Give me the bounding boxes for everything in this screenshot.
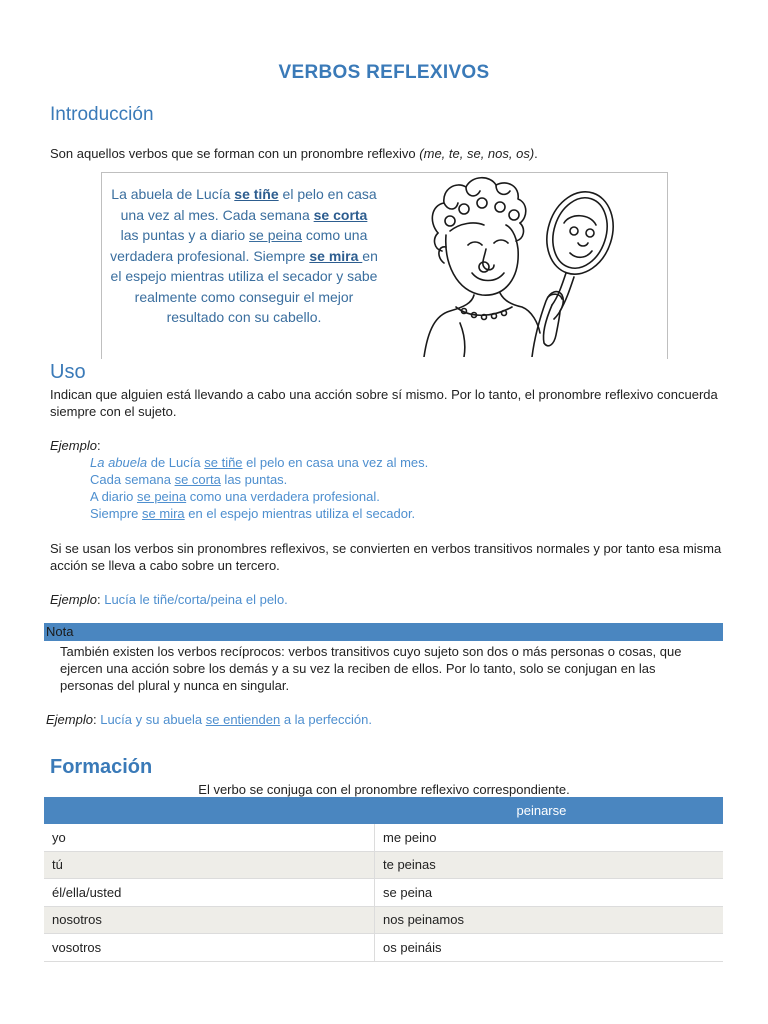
nota-ejemplo — [46, 711, 372, 728]
intro-text-a: Son aquellos verbos que se forman con un pronombre reflexivo — [50, 146, 420, 161]
form-cell: se peina — [375, 879, 724, 907]
uso-text: Indican que alguien está llevando a cabo una acción sobre sí mismo. Por lo tanto, el pronombre reflexivo concuerda siempre con el sujeto. — [50, 387, 718, 419]
pronoun-cell: yo — [44, 824, 375, 851]
intro-heading: Introducción — [50, 104, 154, 125]
ejemplo-part: A diario — [90, 489, 137, 504]
story-part: La abuela de Lucía — [111, 186, 235, 202]
ejemplo-word: Ejemplo — [50, 438, 97, 453]
ejemplo-line — [90, 471, 287, 488]
table-row — [44, 851, 723, 879]
nota-ejemplo-part: a la perfección. — [280, 712, 372, 727]
ejemplo-part: en el espejo mientras utiliza el secador. — [184, 506, 416, 521]
intro-pronouns: (me, te, se, nos, os) — [419, 146, 535, 161]
conjugation-table — [44, 797, 723, 962]
story-verb: se tiñe — [234, 186, 279, 202]
story-verb: se mira — [309, 247, 363, 264]
pronoun-cell: él/ella/usted — [44, 879, 375, 907]
form-cell: me peino — [375, 824, 724, 851]
form-cell: nos peinamos — [375, 906, 724, 934]
story-part: las puntas y a diario — [120, 227, 250, 243]
ejemplo-verb: se corta — [174, 472, 221, 487]
ejemplo-colon: : — [92, 712, 97, 727]
pronoun-cell: nosotros — [44, 906, 375, 934]
story-text — [110, 184, 378, 328]
uso-text-2: Si se usan los verbos sin pronombres reflexivos, se convierten en verbos transitivos normales y por tanto esa misma acción se lleva a cabo sobre un tercero. — [50, 541, 722, 573]
nota-bar — [44, 623, 723, 641]
ejemplo-colon: : — [96, 592, 101, 607]
nota-ejemplo-part: Lucía y su abuela — [100, 712, 206, 727]
ejemplo-part: de Lucía — [147, 455, 205, 470]
nota-ejemplo-verb: se entienden — [205, 712, 281, 727]
formacion-heading: Formación — [50, 756, 153, 778]
form-cell: te peinas — [375, 851, 724, 879]
intro-text — [50, 145, 538, 162]
story-part: como una verdadera profesional. Siempre — [110, 227, 368, 264]
ejemplo-part: el pelo en casa una vez al mes. — [242, 455, 429, 470]
page-title: VERBOS REFLEXIVOS — [278, 62, 490, 83]
intro-period: . — [534, 146, 538, 161]
ejemplo-subject: La abuela — [90, 455, 148, 470]
ejemplo-word: Ejemplo — [46, 712, 93, 727]
table-header-empty — [44, 797, 375, 824]
ejemplo-part: las puntas. — [220, 472, 288, 487]
pronoun-cell: tú — [44, 851, 375, 879]
table-row — [44, 824, 723, 851]
nota-label: Nota — [46, 624, 74, 639]
ejemplo-verb: se mira — [142, 506, 185, 521]
story-part: el pelo en casa una vez al mes. Cada semana — [120, 186, 377, 223]
formacion-text: El verbo se conjuga con el pronombre reflexivo correspondiente. — [198, 782, 570, 797]
pronoun-cell: vosotros — [44, 934, 375, 962]
ejemplo-verb: se peina — [136, 489, 187, 504]
story-verb: se peina — [249, 227, 302, 243]
nota-text: También existen los verbos recíprocos: verbos transitivos cuyo sujeto son dos o más personas o cosas, que ejercen una acción sobre los demás y a su vez la reciben de ellos. Por lo tanto, solo se conjugan en las personas del plural y nunca en singular. — [60, 644, 682, 693]
ejemplo-part: Siempre — [90, 506, 143, 521]
ejemplo-verb: se tiñe — [204, 455, 243, 470]
table-row — [44, 906, 723, 934]
ejemplo-line — [90, 454, 428, 471]
uso-heading: Uso — [50, 361, 86, 383]
ejemplo-2-text: Lucía le tiñe/corta/peina el pelo. — [104, 592, 288, 607]
story-verb: se corta — [313, 206, 368, 223]
table-header-verb — [375, 797, 724, 824]
table-row — [44, 879, 723, 907]
verb-header-label: peinarse — [516, 803, 567, 818]
ejemplo-2 — [50, 591, 288, 608]
story-part: en el espejo mientras utiliza el secador y sabe realmente como conseguir el mejor resultado con su cabello. — [110, 247, 378, 325]
ejemplo-line — [90, 488, 380, 505]
table-row — [44, 934, 723, 962]
ejemplo-part: Cada semana — [90, 472, 175, 487]
ejemplo-part: como una verdadera profesional. — [186, 489, 380, 504]
ejemplo-word: Ejemplo — [50, 592, 97, 607]
table-header-row — [44, 797, 723, 824]
ejemplo-label — [50, 437, 101, 454]
form-cell: os peináis — [375, 934, 724, 962]
grandmother-mirror-illustration — [420, 173, 625, 357]
ejemplo-colon: : — [96, 438, 101, 453]
ejemplo-line — [90, 505, 415, 522]
